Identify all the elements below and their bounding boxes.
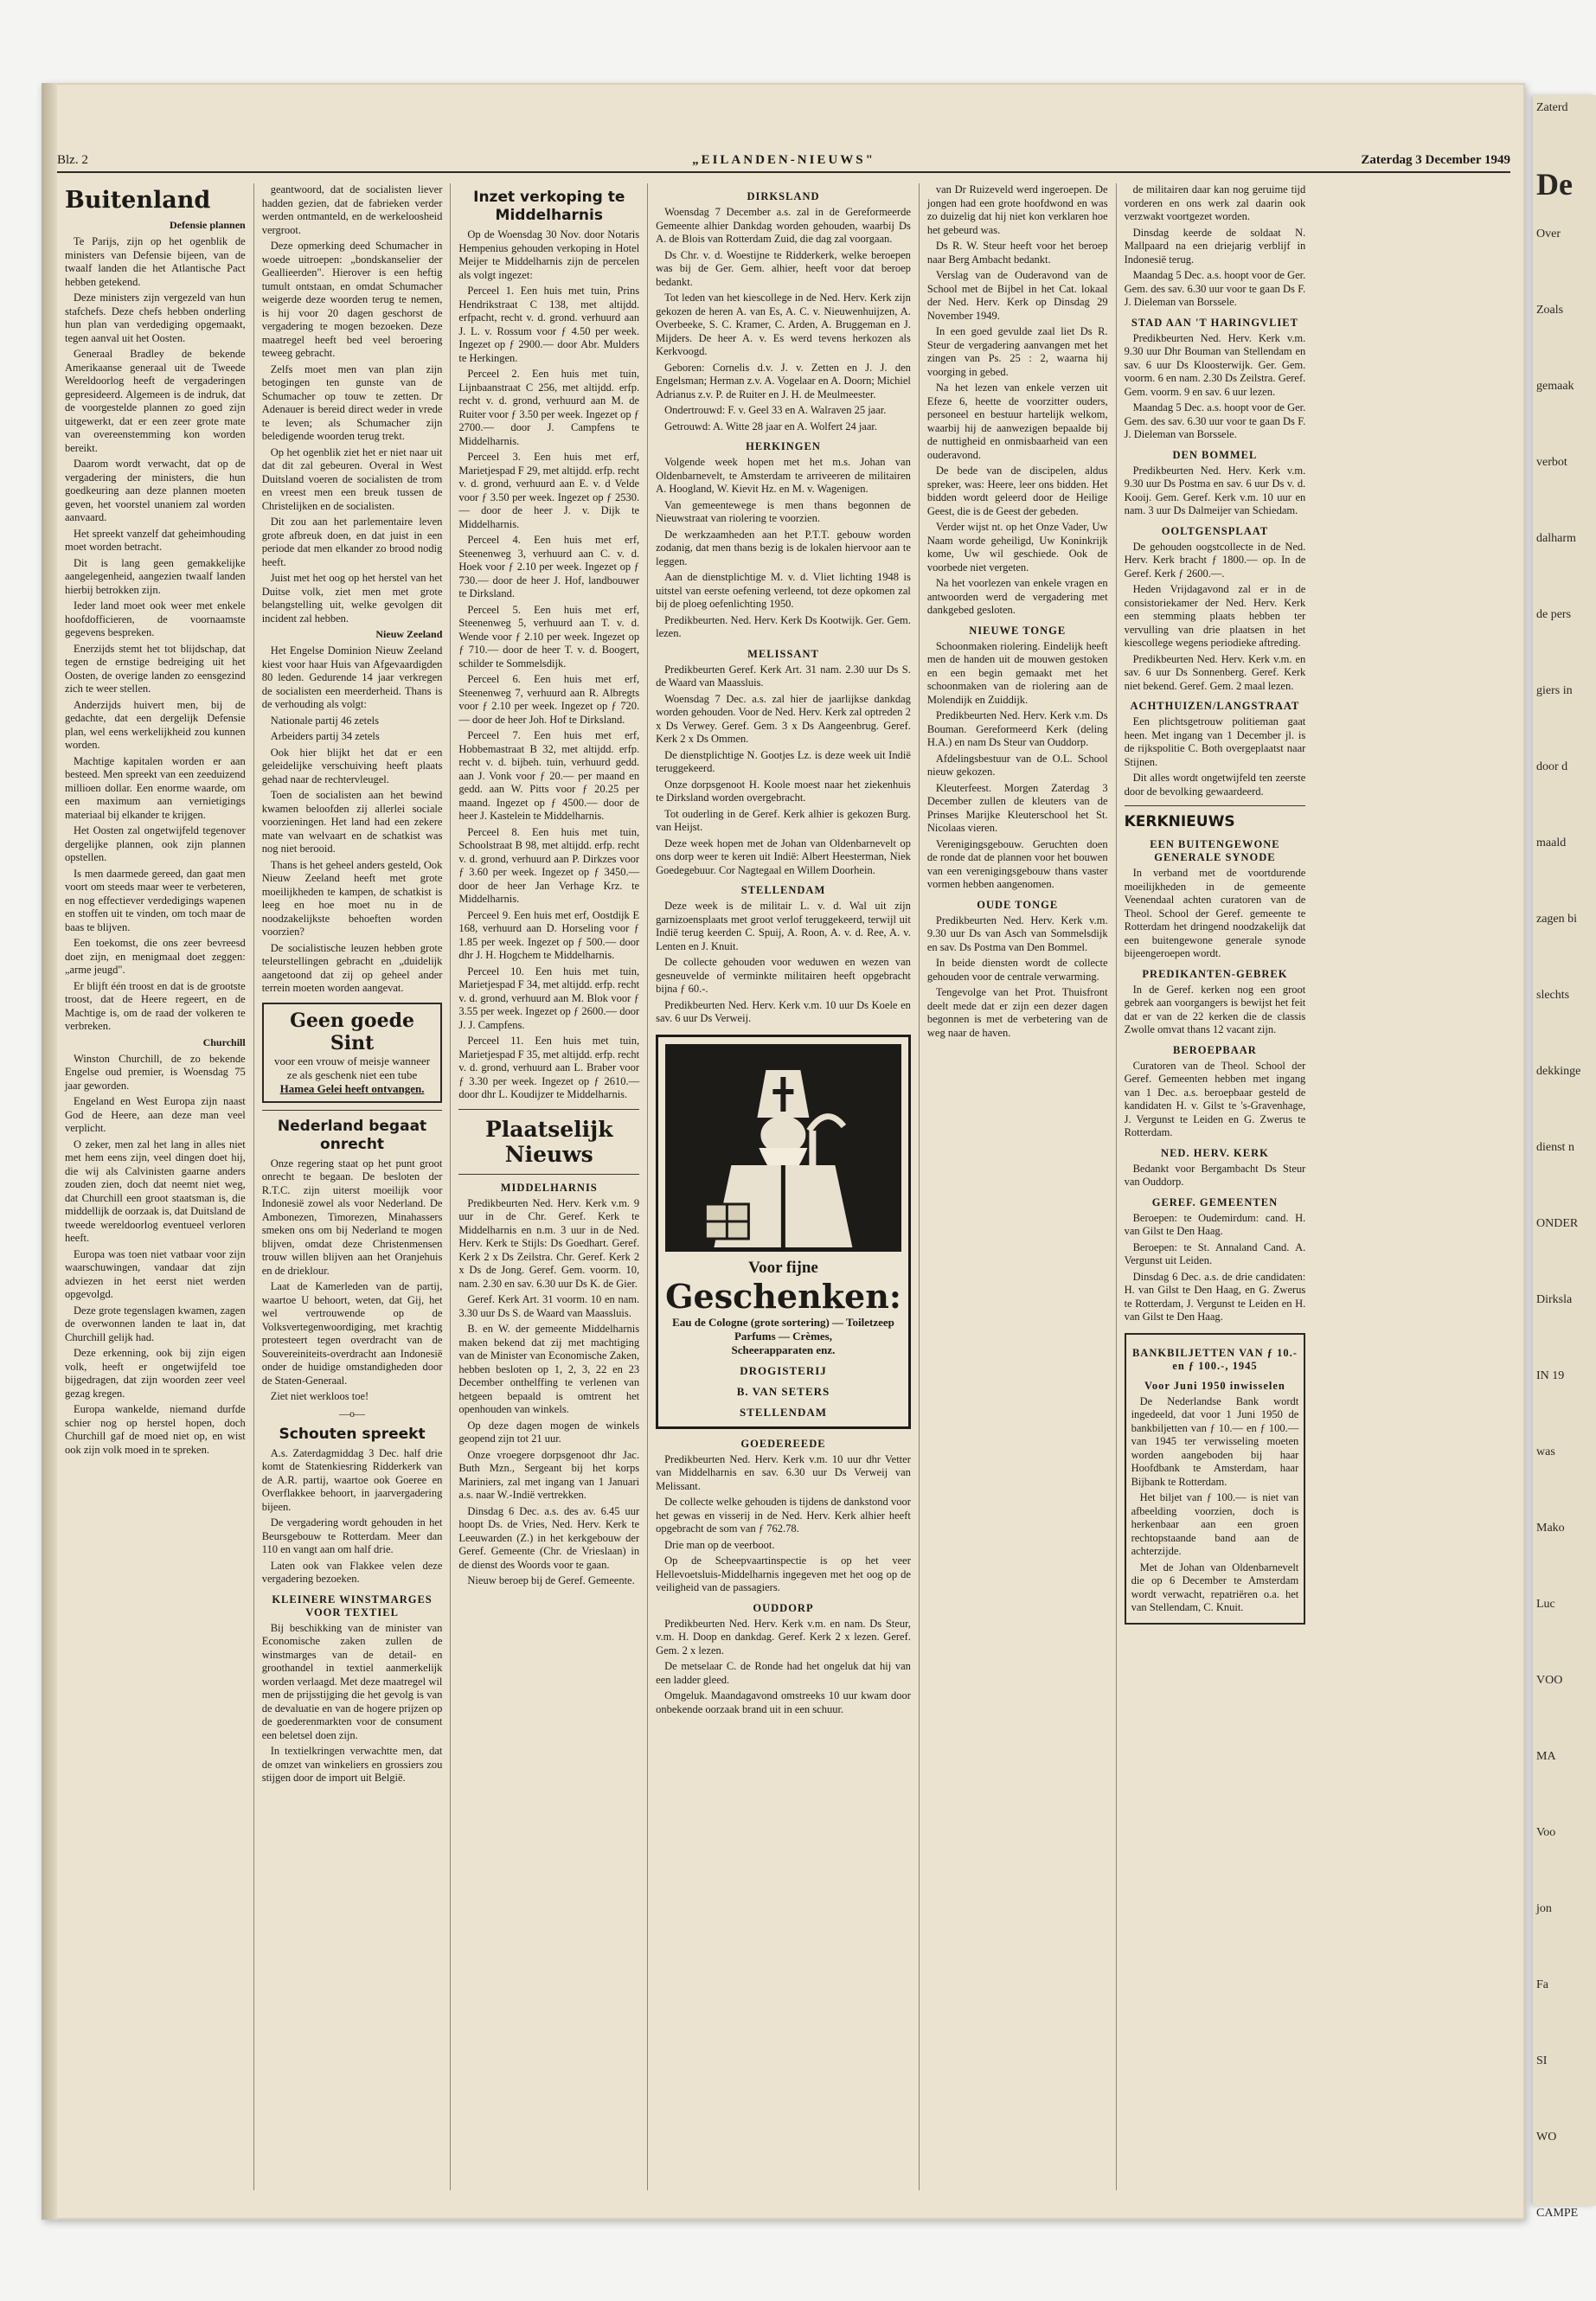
next-page-line: door d: [1536, 760, 1568, 773]
paragraph: Perceel 6. Een huis met erf, Steenenweg 7, verhuurd aan R. Albregts voor ƒ 2.10 per week. Ingezet op ƒ 720.— door de heer Joh. Hof te Dirksland.: [458, 673, 640, 726]
paragraph: In de Geref. kerken nog een groot gebrek aan voorgangers is bewijst het feit dat er van de 22 kerken die de classis Zwolle omvat thans 12 vacant zijn.: [1124, 983, 1306, 1035]
ad-hamea: [262, 1003, 443, 1103]
place-heading-melissant: MELISSANT: [747, 647, 819, 660]
paragraph: In een goed gevulde zaal liet Ds R. Steur de vergadering aanvangen met het zingen van Ps. 25 : 2, waarna hij voorging in gebed.: [926, 325, 1108, 378]
separator: —o—: [339, 1407, 366, 1420]
next-page-line: VOO: [1536, 1674, 1563, 1687]
next-page-line: IN 19: [1536, 1369, 1565, 1382]
paragraph: De socialistische leuzen hebben grote teleurstellingen gebracht en „duidelijk aangetoond dat zij op geheel ander terrein moeten worden aangevat.: [261, 941, 443, 994]
next-page-line: verbot: [1536, 456, 1567, 469]
paragraph: O zeker, men zal het lang in alles niet met hem eens zijn, veel dingen doet hij, die wij als Calvinisten gaarne anders zouden zien, doch dat neemt niet weg, dat Churchill een groot staatsman is, die middellijk de oorzaak is, dat Duitsland de tweede wereldoorlog eventueel verloren heeft.: [65, 1138, 246, 1244]
headline-beroepbaar: BEROEPBAAR: [1173, 1043, 1257, 1056]
paragraph: Anderzijds huivert men, bij de gedachte, dat een dergelijk Defensie plan, wel eens werkelijkheid zou kunnen worden.: [65, 698, 246, 751]
paragraph: Perceel 5. Een huis met erf, Steenenweg 5, verhuurd aan T. v. d. Wende voor ƒ 2.10 per week. Ingezet op ƒ 710.— door de heer T. v. d. Boogert, schilder te Sommelsdijk.: [458, 603, 640, 670]
paragraph: Beroepen: te St. Annaland Cand. A. Vergunst uit Leiden.: [1124, 1240, 1306, 1266]
paragraph: De bede van de discipelen, aldus spreker, was: Heere, leer ons bidden. Het bidden wordt geleerd door de Heilige Geest, die is de Geest der gebeden.: [926, 465, 1108, 517]
paragraph: Generaal Bradley de bekende Amerikaanse generaal uit de Tweede Wereldoorlog heeft de vergaderingen gepresideerd. Algemeen is de indruk, dat de voorgestelde plannen zo goed zijn uitgewerkt, dat er een zeer grote mate van overeenstemming kon worden bereikt.: [65, 348, 246, 454]
next-page-line: Zoals: [1536, 304, 1564, 317]
paragraph: Deze ministers zijn vergezeld van hun stafchefs. Deze chefs hebben onderling hun plan van verdediging opgemaakt, tegen aanval uit het Oosten.: [65, 292, 246, 344]
next-page-line: Dirksla: [1536, 1293, 1573, 1306]
paragraph: Dit is lang geen gemakkelijke aangelegenheid, aangezien twaalf landen hierbij betrokken zijn.: [65, 556, 246, 596]
paragraph: Kleuterfeest. Morgen Zaterdag 3 December zullen de kleuters van de Prinses Marijke Kleuterschool het St. Nicolaas vieren.: [926, 781, 1108, 834]
next-page-line: gemaak: [1536, 380, 1574, 393]
paragraph: De werkzaamheden aan het P.T.T. gebouw worden zodanig, dat men thans bezig is de lokalen hiervoor aan te leggen.: [656, 528, 911, 567]
next-page-line: Voo: [1536, 1826, 1556, 1839]
paragraph: Ziet niet werkloos toe!: [270, 1390, 369, 1402]
next-page-line: Zaterd: [1536, 101, 1568, 114]
next-page-line: ONDER: [1536, 1217, 1579, 1230]
paragraph: Enerzijds stemt het tot blijdschap, dat tegen de ernstige bedreiging uit het Oosten, de overige landen zo eensgezind zich te weer stellen.: [65, 642, 246, 695]
headline-ned-herv: NED. HERV. KERK: [1161, 1146, 1269, 1159]
paragraph: Laten ook van Flakkee velen deze vergadering bezoeken.: [261, 1559, 443, 1585]
paragraph: Schoonmaken riolering. Eindelijk heeft men de handen uit de mouwen gestoken en een begin gemaakt met het schoonmaken van de riolering aan de Molendijk en Zuiddijk.: [926, 639, 1108, 706]
paragraph: Het spreekt vanzelf dat geheimhouding moet worden betracht.: [65, 527, 246, 553]
column-2: [254, 183, 452, 2190]
headline-schouten: Schouten spreekt: [279, 1425, 426, 1443]
subhead-nieuw-zeeland: Nieuw Zeeland: [375, 628, 443, 640]
paragraph: Europa was toen niet vatbaar voor zijn waarschuwingen, vandaar dat zijn adviezen in het eerst niet werden opgevolgd.: [65, 1247, 246, 1300]
place-heading-oude-tonge: OUDE TONGE: [977, 898, 1059, 911]
paragraph: Thans is het geheel anders gesteld, Ook Nieuw Zeeland heeft met grote moeilijkheden te kampen, de schatkist is leeg en hoe moet nu in de noodzakelijkste behoeften worden voorzien?: [261, 858, 443, 938]
paragraph: Van gemeentewege is men thans begonnen de Nieuwstraat van riolering te voorzien.: [656, 498, 911, 524]
next-page-line: jon: [1536, 1902, 1552, 1915]
paragraph: Verder wijst nt. op het Onze Vader, Uw Naam worde geheiligd, Uw Koninkrijk kome, Uw wil geschiede. Ook de voorbede niet vergeten.: [926, 521, 1108, 574]
paragraph: Nationale partij 46 zetels: [270, 714, 380, 727]
next-page-line: dekkinge: [1536, 1065, 1581, 1078]
ad-geschenken-shop: STELLENDAM: [739, 1405, 827, 1419]
place-heading-nieuwe-tonge: NIEUWE TONGE: [969, 624, 1067, 637]
paragraph: Zelfs moet men van plan zijn betogingen ten gunste van de Schumacher op touw te zetten. Dr Adenauer is bereid direct weder in vrede te leven; als Schumacher zijn beledigende woorden terug trekt.: [261, 362, 443, 442]
paragraphs-beroepbaar: [1125, 1060, 1306, 1140]
paragraph: In verband met de voortdurende moeilijkheden in de gemeente Veenendaal achten curatoren van de Theol. School der Geref. gemeente te Rotterdam het dringend noodzakelijk dat een buitengewone generale synode bijeengeroepen wordt.: [1124, 867, 1306, 959]
place-heading-goedereede: GOEDEREEDE: [740, 1437, 826, 1450]
paragraph: Onze vroegere dorpsgenoot dhr Jac. Buth Mzn., Sergeant bij het korps Mariniers, zal met ingang van 1 Januari a.s. naar W.-Indië vertrekken.: [458, 1448, 640, 1501]
paragraph: Perceel 2. Een huis met tuin, Lijnbaanstraat C 256, met altijdd. erfp. recht v. d. grond, verhuurd aan M. de Ruiter voor ƒ 3.50 per week. Ingezet op ƒ 2700.— door J. Campfens te Middelharnis.: [458, 368, 640, 447]
paragraph: Na het voorlezen van enkele vragen en antwoorden werd de vergadering met dankgebed gesloten.: [926, 577, 1108, 616]
paragraph: Woensdag 7 Dec. a.s. zal hier de jaarlijkse dankdag worden gehouden. Voor de Ned. Herv. Kerk zal optreden 2 x Ds Verwey. Geref. Gem. 3 x Ds Aangeenbrug. Geref. Kerk 2 x Ds Ommen.: [656, 692, 911, 745]
paragraph: Perceel 10. Een huis met tuin, Marietjespad F 34, met altijdd. erfp. recht v. d. grond, verhuurd aan M. Blok voor ƒ 3.55 per week. Ingezet op ƒ 2600.— door J. J. Campfens.: [458, 965, 640, 1031]
paragraph: Te Parijs, zijn op het ogenblik de ministers van Defensie bijeen, van de twaalf landen die het Atlantische Pact hebben getekend.: [65, 235, 246, 288]
paragraph: De metselaar C. de Ronde had het ongeluk dat hij van een ladder gleed.: [656, 1660, 911, 1686]
paragraph: De collecte gehouden voor weduwen en wezen van gesneuvelde of verminkte militairen heeft opgebracht bijna ƒ 60.-.: [656, 956, 911, 995]
paragraph: Perceel 9. Een huis met erf, Oostdijk E 168, verhuurd aan D. Horseling voor ƒ 1.85 per week. Ingezet op ƒ 500.— door dhr J. H. Hogchem te Middelharnis.: [458, 908, 640, 961]
paragraphs-achthuizen: [1125, 715, 1306, 798]
paragraph: Perceel 8. Een huis met tuin, Schoolstraat B 98, met altijdd. erfp. recht v. d. grond, verhuurd aan P. Dirkzes voor ƒ 3.60 per week. Ingezet op ƒ 3450.— door de heer Jan Verhage Krz. te Middelharnis.: [458, 825, 640, 905]
paragraph: Perceel 3. Een huis met erf, Marietjespad F 29, met altijdd. erfp. recht v. d. grond, verhuurd aan E. v. d Velde voor ƒ 3.50 per week. Ingezet op ƒ 2530.— door de heer J. v. Dijk te Middelharnis.: [458, 451, 640, 530]
paragraph: De gehouden oogstcollecte in de Ned. Herv. Kerk bracht ƒ 1800.— op. In de Geref. Kerk ƒ 2600.—.: [1124, 540, 1306, 580]
sinterklaas-figure: [665, 1044, 901, 1252]
paragraph: Volgende week hopen met het m.s. Johan van Oldenbarnevelt, te Amsterdam te arriveeren de militairen A. Hoogland, W. Kievit Hz. en M. v. Wagenigen.: [656, 456, 911, 495]
paragraphs-verkoping: [458, 228, 639, 1102]
paragraph: Predikbeurten Ned. Herv. Kerk v.m. 10 uur Ds Koele en sav. 6 uur Ds Verweij.: [656, 998, 911, 1024]
paragraphs-stad-haringvliet: [1125, 332, 1306, 442]
paragraph: Juist met het oog op het herstel van het Duitse volk, ziet men met grote belangstelling uit, welke gevolgen dit incident zal hebben.: [261, 572, 443, 625]
paragraphs-oude-tonge: [927, 914, 1108, 1041]
paragraph: Toen de socialisten aan het bewind kwamen beloofden zij allerlei sociale voorzieningen. Het land had een zekere mate van welvaart en de schatkist was nog niet berooid.: [261, 789, 443, 855]
paragraph: Onze dorpsgenoot H. Koole moest naar het ziekenhuis te Dirksland worden overgebracht.: [656, 778, 911, 804]
next-page-line: SI: [1536, 2054, 1548, 2067]
paragraph: Perceel 11. Een huis met tuin, Marietjespad F 35, met altijdd. erfp. recht v. d. grond, verhuurd aan L. Braber voor ƒ 3.30 per week. Ingezet op ƒ 2610.— door dhr L. Koudijzer te Middelharnis.: [458, 1035, 640, 1100]
paragraph: Ds R. W. Steur heeft voor het beroep naar Berg Ambacht bedankt.: [926, 240, 1108, 266]
paragraph: geantwoord, dat de socialisten liever hadden gezien, dat de fabrieken verder werden ontmanteld, en de werkeloosheid vergroot.: [261, 183, 443, 236]
paragraph: Op de Scheepvaartinspectie is op het veer Hellevoetsluis-Middelharnis ingegeven met het oog op de veiligheid van de passagiers.: [656, 1554, 911, 1593]
paragraph: van Dr Ruizeveld werd ingeroepen. De jongen had een grote hoofdwond en was zo duizelig dat hij niet kon verklaren hoe het gebeurd was.: [926, 183, 1108, 236]
issue-date: Zaterdag 3 December 1949: [1361, 153, 1510, 167]
next-page-line: Luc: [1536, 1598, 1555, 1611]
divider: [458, 1109, 639, 1110]
paragraphs-nieuwe-tonge: [927, 640, 1108, 892]
paragraph: Deze week is de militair L. v. d. Wal uit zijn garnizoensplaats met groot verlof teruggekeerd, terwijl uit Indië terug keerden C. Spuij, A. Roon, A. v. d. Ree, A. v. Lenten en J. Knuit.: [656, 900, 911, 952]
paragraph: De collecte welke gehouden is tijdens de dankstond voor het gewas en visserij in de Ned. Herv. Kerk alhier heeft opgebracht de som van ƒ 762.78.: [656, 1496, 911, 1535]
subhead-churchill: Churchill: [202, 1035, 246, 1048]
paragraph: In beide diensten wordt de collecte gehouden voor de centrale verwarming.: [926, 957, 1108, 983]
ad-hamea-brand: Hamea Gelei heeft ontvangen.: [279, 1081, 425, 1095]
paragraph: Perceel 4. Een huis met erf, Steenenweg 3, verhuurd aan C. v. d. Hoek voor ƒ 2.10 per week. Ingezet op ƒ 730.— door de heer J. Hof, landbouwer te Dirksland.: [458, 534, 640, 599]
paragraph: Predikbeurten Ned. Herv. Kerk v.m. en nam. Ds Steur, v.m. H. Doop en dankdag. Geref. Kerk 2 x lezen. Geref. Gem. 2 x lezen.: [656, 1617, 911, 1657]
next-page-line: Over: [1536, 228, 1561, 240]
paragraph: Predikbeurten Geref. Kerk Art. 31 nam. 2.30 uur Ds S. de Waard van Maassluis.: [656, 663, 911, 689]
paragraph: Winston Churchill, de zo bekende Engelse oud premier, is Woensdag 75 jaar geworden.: [65, 1052, 246, 1092]
ad-geschenken-head: Voor fijne: [748, 1258, 818, 1277]
paragraph: Perceel 1. Een huis met tuin, Prins Hendrikstraat C 138, met altijdd. erfpacht, recht v. d. grond. verhuurd aan J. L. v. Rossum voor ƒ 4.50 per week. Ingezet op ƒ 2900.— door Abr. Mulders te Herkingen.: [458, 285, 640, 364]
paragraph: Arbeiders partij 34 zetels: [270, 730, 380, 742]
paragraph: Onze regering staat op het punt groot onrecht te begaan. De besloten der R.T.C. zijn uiterst moeilijk voor Indonesië zowel als voor Nederland. De Ambonezen, Timorezen, Minahassers smeken ons om bij Nederland te mogen blijven, omdat deze Christenmensen trouw willen blijven aan het Oranjehuis en de drieklour.: [261, 1157, 443, 1277]
column-6: [1117, 183, 1314, 2190]
place-heading-achthuizen: ACHTHUIZEN/LANGSTRAAT: [1130, 700, 1300, 712]
next-page-line: maald: [1536, 836, 1567, 849]
paragraph: Met de Johan van Oldenbarnevelt die op 6 December te Amsterdam wordt verwacht, repatriëren o.a. het van Stellendam, C. Knuit.: [1131, 1561, 1299, 1613]
next-page-line: dalharm: [1536, 532, 1576, 545]
paragraph: Bedankt voor Bergambacht Ds Steur van Ouddorp.: [1124, 1162, 1306, 1188]
paragraphs-ouddorp: [656, 1618, 911, 1717]
paragraph: Predikbeurten Ned. Herv. Kerk v.m. 9 uur in de Chr. Geref. Kerk te Middelharnis en n.m. 3 uur in de Ned. Herv. Kerk te Stijls: Ds Goedhart. Geref. Kerk 2 x Ds Zeilstra. Chr. Geref. Kerk 2 x Ds de Jong. Geref. Gem. voorm. 10, nam. 2.30 en sav. 6.30 uur Ds K. de Gier.: [458, 1196, 640, 1290]
place-heading-stad-haringvliet: STAD AAN 'T HARINGVLIET: [1131, 316, 1298, 329]
paragraphs-stellendam: [656, 900, 911, 1026]
ad-geschenken-item: Eau de Cologne (grote sortering) — Toiletzeep: [672, 1315, 894, 1329]
paragraph: Tengevolge van het Prot. Thuisfront deelt mede dat er zijn een dezer dagen begonnen is met de verbetering van de weg naar de haven.: [926, 986, 1108, 1039]
next-page-line: De: [1536, 167, 1573, 202]
place-heading-den-bommel: DEN BOMMEL: [1172, 448, 1258, 461]
headline-bankbiljetten: BANKBILJETTEN VAN ƒ 10.- en ƒ 100.-, 1945: [1131, 1346, 1298, 1372]
paragraph: Deze week hopen met de Johan van Oldenbarnevelt op ons dorp weer te keren uit Indië: Albert Heesterman, Niek Goedegebuur. Cor Nagtegaal en Willem Doorhein.: [656, 836, 911, 876]
paragraph: Predikbeurten Ned. Herv. Kerk v.m. 9.30 uur Ds Postma en sav. 6 uur Ds v. d. Kooij. Gem. Geref. Kerk v.m. 10 uur en nam. 3 uur Ds Dalmeijer van Schiedam.: [1124, 464, 1306, 516]
paragraphs-middelharnis: [458, 1197, 639, 1588]
column-1: [57, 183, 254, 2190]
divider: [458, 1174, 639, 1175]
paragraphs-ouddorp-cont: [927, 183, 1108, 618]
place-heading-dirksland: DIRKSLAND: [747, 190, 820, 202]
next-page-line: was: [1536, 1445, 1555, 1458]
paragraph: Beroepen: te Oudemirdum: cand. H. van Gilst te Den Haag.: [1124, 1211, 1306, 1237]
paragraph: Verenigingsgebouw. Geruchten doen de ronde dat de plannen voor het bouwen van een verenigingsgebouw thans vaster vormen hebben aangenomen.: [926, 837, 1108, 890]
place-heading-ooltgensplaat: OOLTGENSPLAAT: [1161, 524, 1269, 537]
paragraph: Laat de Kamerleden van de partij, waartoe U behoort, weten, dat Gij, het wel vertrouwende op de Volksvertegenwoordiging, met krachtig protesteert tegen overdracht van de Souvereiniteits-overdracht aan Indonesië onder de huidige omstandigheden door de Staten-Generaal.: [261, 1280, 443, 1387]
paragraphs-schouten: [262, 1447, 443, 1586]
next-page-line: dienst n: [1536, 1141, 1574, 1154]
next-page-edge: [1533, 95, 1596, 2220]
paragraph: Ieder land moet ook weer met enkele hoofdofficieren, de voornaamste gegevens bespreken.: [65, 599, 246, 638]
paragraph: Omgeluk. Maandagavond omstreeks 10 uur kwam door onbekende oorzaak brand uit in een schuur.: [656, 1689, 911, 1715]
next-page-line: de pers: [1536, 608, 1572, 621]
paragraph: Deze opmerking deed Schumacher in woede uitroepen: „bondskanselier der Geallieerden". Hierover is een heftig tumult ontstaan, en omdat Schumacher weigerde deze woorden terug te nemen, is hij voor 20 dagen geschorst de vergadering te mogen bezoeken. Deze maatregel heeft bed veel beroering teweeg gebracht.: [261, 240, 443, 359]
paragraph: Ook hier blijkt het dat er een geleidelijke verschuiving heeft plaats gehad naar de rechtervleugel.: [261, 746, 443, 785]
paragraph: Is men daarmede gereed, dan gaat men voort om steeds maar weer te verbeteren, en nog effectiever verdedigings wapenen en stoffen uit te vinden, om toch maar de baas te blijven.: [65, 867, 246, 933]
paragraph: Ondertrouwd: F. v. Geel 33 en A. Walraven 25 jaar.: [664, 404, 887, 416]
paragraph: Predikbeurten Ned. Herv. Kerk v.m. en sav. 6 uur Ds Sonnenberg. Geref. Kerk niet bekend. Geref. Gem. 2 maal lezen.: [1124, 652, 1306, 692]
paragraph: Na het lezen van enkele verzen uit Efeze 6, heette de voorzitter ouders, personeel en bestuur hartelijk welkom, waarbij hij de aanwezigen bepaalde bij de nuttigheid en onmisbaarheid van een ouderavond.: [926, 381, 1108, 461]
divider: [1125, 805, 1306, 806]
paragraph: Machtige kapitalen worden er aan besteed. Men spreekt van een zeeduizend millioen dollar. Een enorme waarde, om een maximum aan vernietigings materiaal bij elkander te krijgen.: [65, 754, 246, 821]
paragraph: Getrouwd: A. Witte 28 jaar en A. Wolfert 24 jaar.: [664, 420, 877, 433]
next-page-line: zagen bi: [1536, 913, 1578, 926]
paragraph: Deze grote tegenslagen kwamen, zagen de overwonnen landen te laat in, dat Churchill gelijk had.: [65, 1304, 246, 1343]
paragraph: Maandag 5 Dec. a.s. hoopt voor de Ger. Gem. des sav. 6.30 uur voor te gaan Ds F. J. Dieleman van Borssele.: [1124, 401, 1306, 440]
paragraph: Tot leden van het kiescollege in de Ned. Herv. Kerk zijn gekozen de heren A. van Es, A. C. v. Nieuwenhuijzen, A. Overbeeke, S. C. Kramer, C. Arden, A. Bruggeman en J. Mijders. De heer A. v. Es werd tevens herkozen als Kerkvoogd.: [656, 292, 911, 357]
paragraph: Heden Vrijdagavond zal er in de consistoriekamer der Ned. Herv. Kerk een stemming plaats hebben ter vervulling van drie plaatsen in het kiescollege wegens periodieke aftreding.: [1124, 583, 1306, 649]
paragraphs-nieuw-zeeland: [262, 644, 443, 996]
headline-synode: EEN BUITENGEWONE GENERALE SYNODE: [1150, 838, 1280, 863]
paragraph: Engeland en West Europa zijn naast God de Heere, aan deze man veel verplicht.: [65, 1095, 246, 1134]
paragraphs-melissant: [656, 663, 911, 878]
headline-verkoping: Inzet verkoping te Middelharnis: [473, 189, 625, 224]
paragraphs-bankbiljetten: [1131, 1395, 1299, 1615]
paragraph: Predikbeurten. Ned. Herv. Kerk Ds Kootwijk. Ger. Gem. lezen.: [656, 613, 911, 639]
ad-geschenken: [656, 1035, 911, 1429]
column-4: [648, 183, 920, 2190]
paragraph: Ds Chr. v. d. Woestijne te Ridderkerk, welke beroepen was bij de Ger. Gem. alhier, heeft voor dat beroep bedankt.: [656, 248, 911, 288]
ad-geschenken-item: Parfums — Crèmes,: [734, 1329, 832, 1343]
paragraph: Dinsdag 6 Dec. a.s. de drie candidaten: H. van Gilst te Den Haag, en G. Zwerus te Rotterdam, J. Vergunst te Leiden en H. van Gilst te Den Haag.: [1124, 1270, 1306, 1323]
paragraph: Perceel 7. Een huis met erf, Hobbemastraat B 32, met altijdd. erfp. recht v. d. bijbeh. tuin, verhuurd gedd. aan J. Vonk voor ƒ 20.— per maand en gedd. aan W. Pitts voor ƒ 20.25 per maand. Ingezet op ƒ 4500.— door de heer J. Kastelein te Middelharnis.: [458, 729, 640, 822]
ad-geschenken-shop: B. VAN SETERS: [736, 1384, 830, 1398]
paragraphs-defensie: [65, 235, 246, 1034]
paragraphs-goedereede: [656, 1453, 911, 1595]
column-5: [920, 183, 1117, 2190]
headline-winstmarges: KLEINERE WINSTMARGES VOOR TEXTIEL: [272, 1593, 433, 1618]
paragraph: De vergadering wordt gehouden in het Beursgebouw te Rotterdam. Meer dan 110 en vangt aan om half drie.: [261, 1516, 443, 1555]
paragraph: Geboren: Cornelis d.v. J. v. Zetten en J. J. den Engelsman; Herman z.v. A. Vogelaar en A. Doorn; Michiel Adrianus z.v. P. de Ruiter en J. H. de Meulmeester.: [656, 361, 911, 401]
ad-hamea-title: Geen goede Sint: [290, 1009, 414, 1054]
next-page-line: slechts: [1536, 989, 1570, 1002]
next-page-line: Fa: [1536, 1978, 1548, 1991]
next-page-text: [1533, 95, 1596, 2287]
paragraph: Maandag 5 Dec. a.s. hoopt voor de Ger. Gem. des sav. 6.30 uur voor te gaan Ds F. J. Dieleman van Borssele.: [1124, 269, 1306, 308]
paragraph: Het Oosten zal ongetwijfeld tegenover dergelijke plannen, ook zijn plannen opstellen.: [65, 824, 246, 863]
paragraph: In textielkringen verwachtte men, dat de omzet van winkeliers en grossiers zou stijgen door de import uit België.: [261, 1745, 443, 1784]
subhead-bankbiljetten: Voor Juni 1950 inwisselen: [1144, 1379, 1285, 1392]
paragraph: Op deze dagen mogen de winkels geopend zijn tot 21 uur.: [458, 1419, 640, 1445]
paragraphs-duitsland: [262, 183, 443, 625]
paragraph: Dit zou aan het parlementaire leven grote afbreuk doen, en dat juist in een periode dat men elkander zo brood nodig heeft.: [261, 516, 443, 568]
ad-geschenken-item: Scheerapparaten enz.: [731, 1343, 836, 1356]
section-title-buitenland: Buitenland: [65, 187, 211, 214]
ad-geschenken-shop: DROGISTERIJ: [740, 1363, 827, 1377]
paragraphs-predikanten: [1125, 984, 1306, 1037]
paragraphs-herkingen: [656, 456, 911, 641]
paragraphs-winstmarges: [262, 1622, 443, 1785]
paragraph: Europa wankelde, niemand durfde schier nog op herstel hopen, doch Churchill gaf de moed niet op, en wist ook zijn volk moed in te spreken.: [65, 1403, 246, 1456]
paragraph: Curatoren van de Theol. School der Geref. Gemeenten hebben met ingang van 1 Dec. a.s. beroepbaar gesteld de kandidaten H. v. Gilst te 's-Gravenhage, J. Vergunst te Leiden en G. Zwerus te Rotterdam.: [1124, 1059, 1306, 1138]
headline-predikanten: PREDIKANTEN-GEBREK: [1142, 967, 1288, 980]
next-page-line: WO: [1536, 2131, 1557, 2144]
next-page-line: CAMPE: [1536, 2207, 1579, 2220]
masthead: [57, 149, 1510, 173]
next-page-line: giers in: [1536, 684, 1573, 697]
paragraph: Een toekomst, die ons zeer bevreesd doet zijn, en menigmaal doet zeggen: „arme jeugd".: [65, 937, 246, 976]
next-page-line: MA: [1536, 1750, 1556, 1763]
paragraph: Verslag van de Ouderavond van de School met de Bijbel in het Cat. lokaal der Ned. Herv. Kerk op Dinsdag 29 November 1949.: [926, 269, 1108, 322]
paragraph: De dienstplichtige N. Gootjes Lz. is deze week uit Indië teruggekeerd.: [656, 748, 911, 774]
bankbiljetten-box: [1125, 1333, 1306, 1625]
paragraphs-ned-herv: [1125, 1163, 1306, 1189]
paragraph: Afdelingsbestuur van de O.L. School nieuw gekozen.: [926, 752, 1108, 778]
paragraphs-nederland: [262, 1157, 443, 1404]
paragraph: Er blijft één troost en dat is de grootste troost, dat de Heere regeert, en de Machtige is, om de raad der volkeren te verbreken.: [65, 979, 246, 1032]
paragraphs-geref-gemeenten: [1125, 1212, 1306, 1324]
article-columns: [57, 183, 1510, 2190]
column-3: [451, 183, 648, 2190]
newspaper-title: „EILANDEN-NIEUWS": [692, 153, 875, 167]
paragraph: Dinsdag 6 Dec. a.s. des av. 6.45 uur hoopt Ds. de Vries, Ned. Herv. Kerk te Leeuwarden (Z.) in het kerkgebouw der Geref. Gemeente (Chr. de Vrieslaan) in de dienst des Woords voor te gaan.: [458, 1504, 640, 1571]
place-heading-ouddorp: OUDDORP: [753, 1601, 814, 1614]
page-number: Blz. 2: [57, 153, 88, 167]
paragraph: Het Engelse Dominion Nieuw Zeeland kiest voor haar Huis van Afgevaardigden 80 leden. Gedurende 14 jaar verkregen de socialisten een meerderheid. Thans is de verhouding als volgt:: [261, 644, 443, 710]
paragraph: Deze erkenning, ook bij zijn eigen volk, heeft er ongetwijfeld toe bijgedragen, dat zijn woorden zeer veel gezag kregen.: [65, 1347, 246, 1400]
paragraph: De Nederlandse Bank wordt ingedeeld, dat voor 1 Juni 1950 de bankbiljetten van ƒ 10.— en ƒ 100.— van 1945 ter verwisseling moeten worden aangeboden bij haar Hoofdbank te Amsterdam, haar Bijbank te Rotterdam.: [1131, 1394, 1299, 1488]
paragraph: Predikbeurten Ned. Herv. Kerk v.m. 9.30 uur Dhr Bouman van Stellendam en sav. 6 uur Ds Kloosterwijk. Ger. Gem. voorm. 6 en nam. 2.30 Ds Zeilstra. Geref. Gem. voorm. 9 en sav. 6 uur lezen.: [1124, 331, 1306, 398]
paragraph: Dit alles wordt ongetwijfeld ten zeerste door de bevolking gewaardeerd.: [1124, 772, 1306, 798]
ad-geschenken-main: Geschenken:: [665, 1276, 901, 1316]
paragraph: Aan de dienstplichtige M. v. d. Vliet lichting 1948 is uitstel van eerste oefening verleend, tot deze opkomen zal bij de ploeg oefenlichting 1950.: [656, 571, 911, 610]
ad-hamea-line: voor een vrouw of meisje wanneer ze als geschenk niet een tube: [273, 1054, 431, 1081]
paragraph: Op de Woensdag 30 Nov. door Notaris Hempenius gehouden verkoping in Hotel Meijer te Middelharnis zijn de percelen als volgt ingezet:: [458, 228, 640, 281]
sinterklaas-illustration: [665, 1044, 901, 1252]
paragraph: Predikbeurten Ned. Herv. Kerk v.m. 10 uur dhr Vetter van Middelharnis en sav. 6.30 uur Ds Verweij van Melissant.: [656, 1452, 911, 1492]
headline-kerknieuws: KERKNIEUWS: [1124, 813, 1235, 830]
paragraphs-churchill: [65, 1053, 246, 1458]
paragraph: Woensdag 7 December a.s. zal in de Gereformeerde Gemeente alhier Dankdag worden gehouden, waarbij Ds A. de Blois van Rotterdam Zuid, die dag zal voorgaan.: [656, 206, 911, 245]
paragraph: Dinsdag keerde de soldaat N. Mallpaard na een driejarig verblijf in Indonesië terug.: [1124, 226, 1306, 266]
place-heading-middelharnis: MIDDELHARNIS: [500, 1181, 598, 1194]
headline-nederland: Nederland begaat onrecht: [277, 1117, 427, 1153]
paragraphs-dirksland: [656, 206, 911, 433]
paragraph: de militairen daar kan nog geruime tijd vorderen en ons werk zal daarin ook verzwakt voortgezet worden.: [1124, 183, 1306, 222]
paragraph: Predikbeurten Ned. Herv. Kerk v.m. 9.30 uur Ds van Asch van Sommelsdijk en sav. Ds Postma van Den Bommel.: [926, 913, 1108, 953]
headline-geref-gemeenten: GEREF. GEMEENTEN: [1151, 1195, 1279, 1208]
paragraphs-den-bommel: [1125, 465, 1306, 518]
paragraph: Nieuw beroep bij de Geref. Gemeente.: [467, 1574, 635, 1586]
place-heading-stellendam: STELLENDAM: [740, 884, 826, 896]
paragraphs-oude-tonge-cont: [1125, 183, 1306, 310]
section-title-plaatselijk: Plaatselijk Nieuws: [484, 1116, 613, 1167]
paragraph: Bij beschikking van de minister van Economische zaken zullen de winstmarges van de detail- en groothandel in textiel aanmerkelijk worden verlaagd. Met deze maatregel wil men de prijsstijging die het gevolg is van de devaluatie en van de hogere prijzen op de goederenmarkten voor de consument een beletsel doen zijn.: [261, 1621, 443, 1741]
paragraph: Predikbeurten Ned. Herv. Kerk v.m. Ds Bouman. Gereformeerd Kerk (deling H.A.) en nam Ds Steur van Ouddorp.: [926, 709, 1108, 748]
paragraph: Tot ouderling in de Geref. Kerk alhier is gekozen Burg. van Heijst.: [656, 807, 911, 833]
place-heading-herkingen: HERKINGEN: [746, 440, 821, 452]
subhead-defensie: Defensie plannen: [170, 219, 246, 231]
paragraph: Geref. Kerk Art. 31 voorm. 10 en nam. 3.30 uur Ds S. de Waard van Maassluis.: [458, 1293, 640, 1319]
next-page-line: Mako: [1536, 1522, 1565, 1535]
paragraphs-ooltgensplaat: [1125, 541, 1306, 694]
divider: [262, 1110, 443, 1111]
paragraphs-synode: [1125, 867, 1306, 961]
paragraph: Daarom wordt verwacht, dat op de vergadering der ministers, die hun goedkeuring aan deze plannen moeten geven, het voorstel unaniem zal worden aanvaard.: [65, 458, 246, 523]
paragraph: Een plichtsgetrouw politieman gaat heen. Met ingang van 1 December jl. is de rijkspolitie C. Both overgeplaatst naar Stijnen.: [1124, 715, 1306, 768]
page-spine: [42, 83, 57, 2220]
paragraph: Het biljet van ƒ 100.— is niet van afbeelding voorzien, doch is herkenbaar aan een groen rechtopstaande band aan de achterzijde.: [1131, 1491, 1299, 1557]
paragraph: B. en W. der gemeente Middelharnis maken bekend dat zij met machtiging van de Minister van Economische Zaken, hebben besloten op 1, 2, 3, 22 en 23 December onthelffing te verlenen van hetgeen bepaald is omtrent het openhouden van winkels.: [458, 1323, 640, 1415]
paragraph: A.s. Zaterdagmiddag 3 Dec. half drie komt de Statenkiesring Ridderkerk van de A.R. partij, waartoe ook Goeree en Overflakkee behoort, in jaarvergadering bijeen.: [261, 1446, 443, 1513]
paragraph: Drie man op de veerboot.: [664, 1538, 775, 1551]
paragraph: Op het ogenblik ziet het er niet naar uit dat dit zal gebeuren. Overal in West Duitsland voeren de socialisten de trom en vreest men een breuk tussen de Christelijken en de socialisten.: [261, 445, 443, 512]
